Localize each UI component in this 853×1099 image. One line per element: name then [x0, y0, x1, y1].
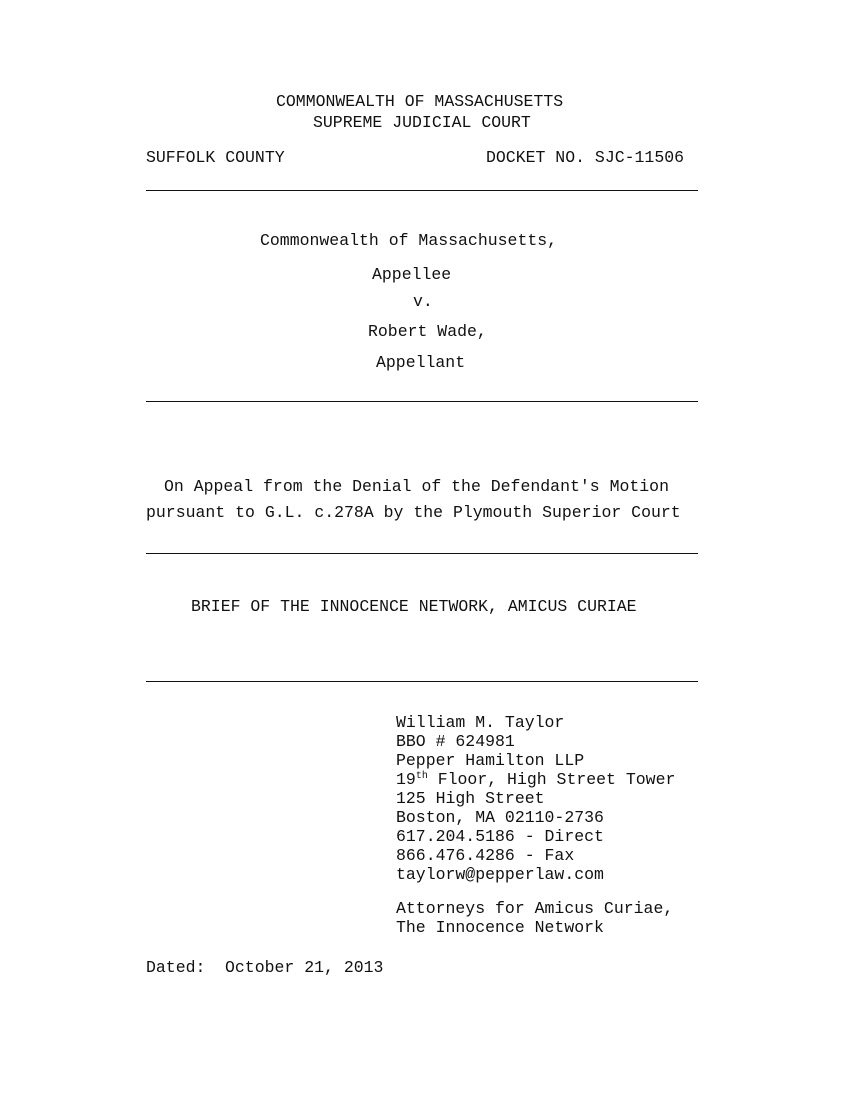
court-name: SUPREME JUDICIAL COURT [313, 113, 531, 132]
appellant-role: Appellant [376, 353, 466, 372]
floor-rest: Floor, High Street Tower [427, 770, 676, 789]
floor-suffix: th [415, 771, 428, 782]
counsel-fax: 866.476.4286 - Fax [396, 846, 575, 865]
counsel-client: The Innocence Network [396, 918, 604, 937]
divider [146, 401, 698, 402]
dated-label: Dated: [146, 958, 206, 977]
docket-number: DOCKET NO. SJC-11506 [486, 148, 685, 167]
versus: v. [413, 292, 433, 311]
divider [146, 681, 698, 682]
appellee-role: Appellee [372, 265, 452, 284]
counsel-phone: 617.204.5186 - Direct [396, 827, 604, 846]
brief-title: BRIEF OF THE INNOCENCE NETWORK, AMICUS CURIAE [191, 597, 637, 616]
counsel-street: 125 High Street [396, 789, 545, 808]
county: SUFFOLK COUNTY [146, 148, 285, 167]
divider [146, 190, 698, 191]
appeal-line-1: On Appeal from the Denial of the Defendant's Motion [164, 477, 669, 496]
counsel-role: Attorneys for Amicus Curiae, [396, 899, 674, 918]
appellee-party: Commonwealth of Massachusetts, [260, 231, 558, 250]
divider [146, 553, 698, 554]
counsel-city: Boston, MA 02110-2736 [396, 808, 604, 827]
court-commonwealth: COMMONWEALTH OF MASSACHUSETTS [276, 92, 564, 111]
counsel-floor [396, 770, 675, 790]
counsel-bbo: BBO # 624981 [396, 732, 515, 751]
floor-number: 19 [396, 770, 416, 789]
appeal-line-2: pursuant to G.L. c.278A by the Plymouth Superior Court [146, 503, 681, 522]
dated-value: October 21, 2013 [225, 958, 384, 977]
appellant-party: Robert Wade, [368, 322, 487, 341]
counsel-name: William M. Taylor [396, 713, 565, 732]
counsel-firm: Pepper Hamilton LLP [396, 751, 585, 770]
counsel-email: taylorw@pepperlaw.com [396, 865, 604, 884]
